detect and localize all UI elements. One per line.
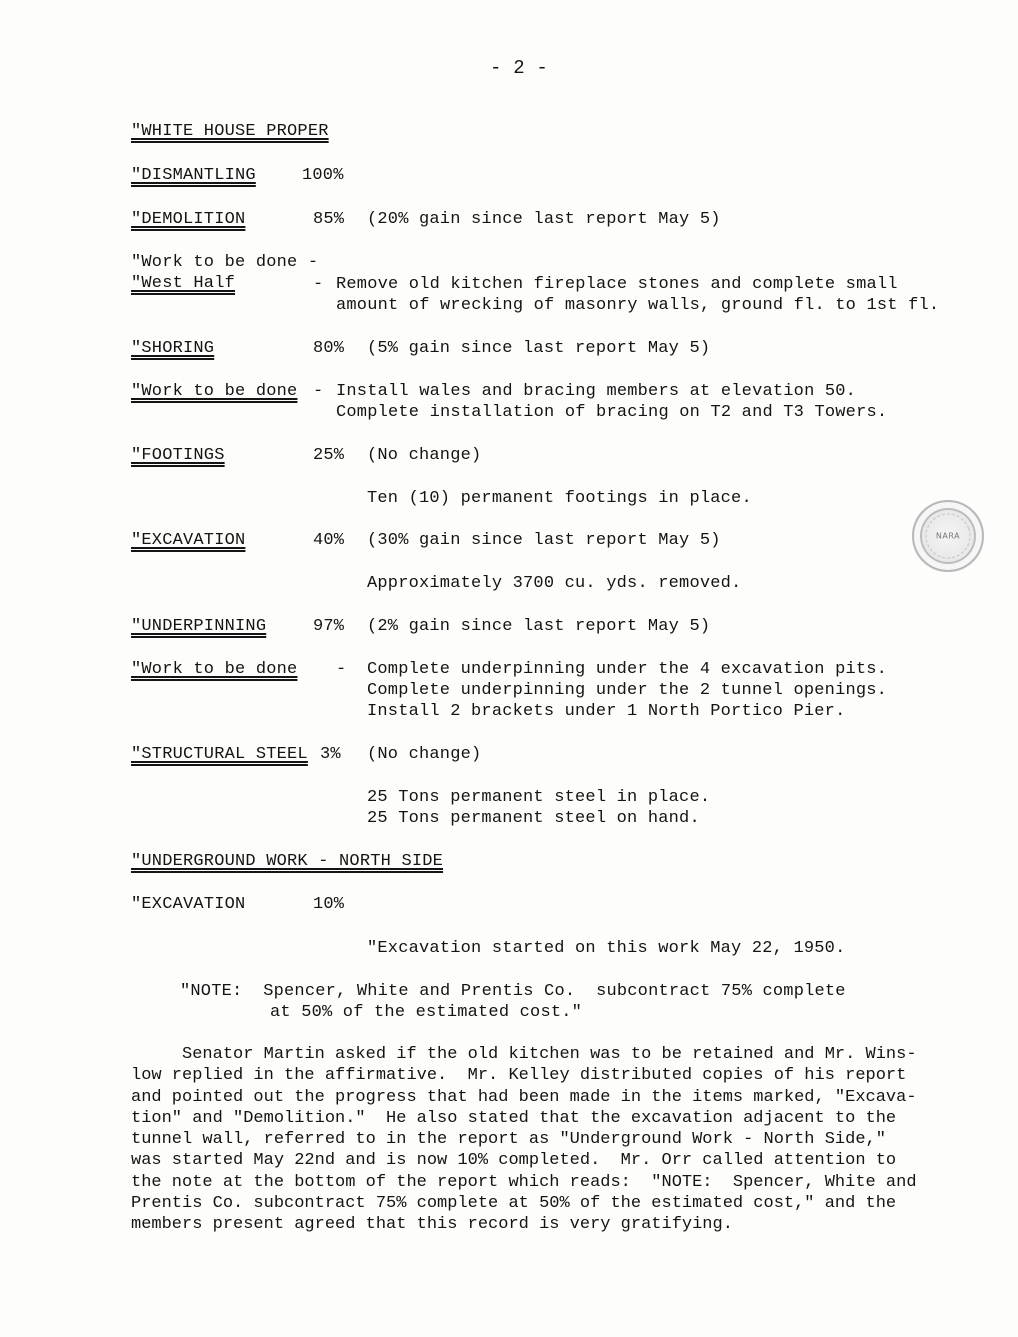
structural-steel-note: (No change) (367, 745, 482, 764)
shoring-work-line-1: Install wales and bracing members at elevation 50. (336, 382, 857, 401)
shoring-label: "SHORING (131, 339, 215, 358)
dismantling-value: 100% (302, 166, 344, 185)
paragraph-line: low replied in the affirmative. Mr. Kelley distributed copies of his report (131, 1066, 907, 1086)
structural-steel-label: "STRUCTURAL STEEL (131, 745, 308, 764)
demolition-work-label: "Work to be done - (131, 253, 319, 272)
footings-note: (No change) (367, 446, 482, 465)
underground-excavation-value: 10% (313, 895, 345, 914)
underpinning-label: "UNDERPINNING (131, 617, 267, 636)
west-half-label: "West Half (131, 274, 236, 293)
excavation-note: (30% gain since last report May 5) (367, 531, 721, 550)
underpinning-work-line-1: Complete underpinning under the 4 excavation pits. (367, 660, 888, 679)
footings-detail: Ten (10) permanent footings in place. (367, 489, 752, 508)
structural-steel-value: 3% (320, 745, 341, 764)
structural-steel-line-2: 25 Tons permanent steel on hand. (367, 809, 700, 828)
underground-excavation-label: "EXCAVATION (131, 895, 246, 914)
underpinning-value: 97% (313, 617, 345, 636)
dismantling-label: "DISMANTLING (131, 166, 256, 185)
excavation-label: "EXCAVATION (131, 531, 246, 550)
stamp-text: NARA (935, 531, 961, 541)
excavation-value: 40% (313, 531, 345, 550)
underpinning-work-line-2: Complete underpinning under the 2 tunnel openings. (367, 681, 888, 700)
demolition-note: (20% gain since last report May 5) (367, 210, 721, 229)
footings-label: "FOOTINGS (131, 446, 225, 465)
underpinning-work-line-3: Install 2 brackets under 1 North Portico Pier. (367, 702, 846, 721)
shoring-work-line-2: Complete installation of bracing on T2 and T3 Towers. (336, 403, 888, 422)
paragraph-line: the note at the bottom of the report which reads: "NOTE: Spencer, White and (131, 1172, 917, 1192)
section-heading-white-house-proper: "WHITE HOUSE PROPER (131, 122, 329, 141)
shoring-value: 80% (313, 339, 345, 358)
note-line-2: at 50% of the estimated cost." (270, 1003, 583, 1022)
shoring-work-label: "Work to be done (131, 382, 298, 401)
library-stamp (912, 500, 984, 572)
paragraph-line: members present agreed that this record is very gratifying. (131, 1215, 733, 1235)
note-line-1: "NOTE: Spencer, White and Prentis Co. subcontract 75% complete (180, 982, 846, 1001)
west-half-line-2: amount of wrecking of masonry walls, ground fl. to 1st fl. (336, 296, 940, 315)
excavation-detail: Approximately 3700 cu. yds. removed. (367, 574, 742, 593)
paragraph-line: tunnel wall, referred to in the report as "Underground Work - North Side," (131, 1130, 886, 1150)
paragraph-line: Senator Martin asked if the old kitchen was to be retained and Mr. Wins- (131, 1045, 917, 1064)
demolition-value: 85% (313, 210, 345, 229)
paragraph-line: tion" and "Demolition." He also stated that the excavation adjacent to the (131, 1108, 897, 1128)
narrative-paragraph (131, 1044, 961, 1236)
structural-steel-line-1: 25 Tons permanent steel in place. (367, 788, 711, 807)
demolition-label: "DEMOLITION (131, 210, 246, 229)
page-number: - 2 - (490, 57, 549, 79)
section-heading-underground-work: "UNDERGROUND WORK - NORTH SIDE (131, 852, 444, 871)
paragraph-line: was started May 22nd and is now 10% completed. Mr. Orr called attention to (131, 1151, 897, 1171)
west-half-dash: - (313, 275, 324, 294)
paragraph-line: and pointed out the progress that had been made in the items marked, "Excava- (131, 1087, 917, 1107)
underpinning-note: (2% gain since last report May 5) (367, 617, 711, 636)
shoring-note: (5% gain since last report May 5) (367, 339, 711, 358)
footings-value: 25% (313, 446, 345, 465)
underpinning-work-dash: - (336, 660, 347, 679)
underground-excavation-detail: "Excavation started on this work May 22, 1950. (367, 939, 846, 958)
west-half-line-1: Remove old kitchen fireplace stones and complete small (336, 275, 898, 294)
underpinning-work-label: "Work to be done (131, 660, 298, 679)
shoring-work-dash: - (313, 382, 324, 401)
paragraph-line: Prentis Co. subcontract 75% complete at 50% of the estimated cost," and the (131, 1194, 897, 1214)
